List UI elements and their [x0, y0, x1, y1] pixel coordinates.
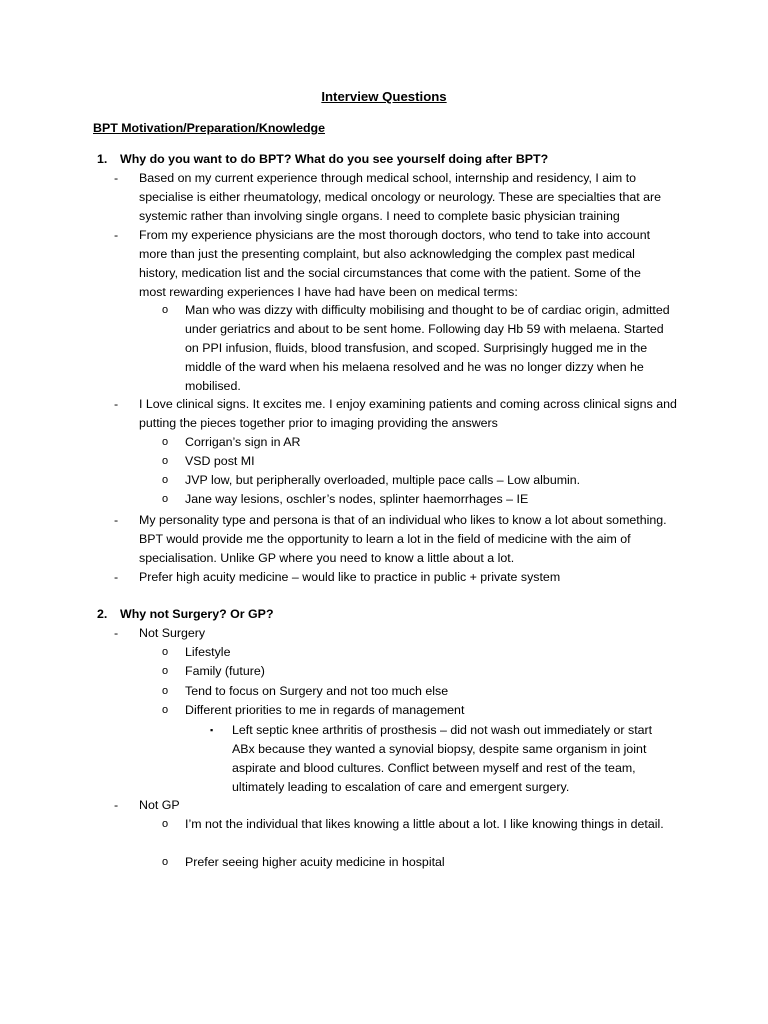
dash-bullet: -: [114, 513, 119, 527]
list-item-text: Not Surgery: [139, 626, 206, 640]
question-number: 2.: [97, 607, 108, 621]
list-item-text: Prefer high acuity medicine – would like to practice in public + private system: [139, 570, 561, 584]
dash-bullet: -: [114, 626, 119, 640]
circle-bullet: o: [162, 856, 169, 868]
dash-bullet: -: [114, 798, 119, 812]
list-item-text: Jane way lesions, oschler’s nodes, splinter haemorrhages – IE: [185, 492, 529, 506]
list-item-text: I Love clinical signs. It excites me. I enjoy examining patients and coming across clinical signs and putting the pieces together prior to imaging providing the answers: [139, 397, 677, 430]
circle-bullet: o: [162, 818, 169, 830]
dash-bullet: -: [114, 171, 119, 185]
list-item-text: JVP low, but peripherally overloaded, multiple pace calls – Low albumin.: [185, 473, 581, 487]
circle-bullet: o: [162, 455, 169, 467]
list-item-text: From my experience physicians are the most thorough doctors, who tend to take into account more than just the presenting complaint, but also acknowledging the complex past medical history, medication list and the social circumstances that come with the patient. Some of the most rewarding experiences I have had have been on medical terms:: [139, 228, 651, 299]
list-item-text: My personality type and persona is that of an individual who likes to know a lot about something. BPT would provide me the opportunity to learn a lot in the field of medicine with the aim of specialisation. Unlike GP where you need to know a little about a lot.: [139, 513, 667, 565]
list-item-text: Not GP: [139, 798, 180, 812]
list-item-text: Corrigan’s sign in AR: [185, 435, 301, 449]
circle-bullet: o: [162, 304, 169, 316]
list-item-text: Prefer seeing higher acuity medicine in hospital: [185, 855, 445, 869]
list-item-text: Lifestyle: [185, 645, 231, 659]
list-item-text: Family (future): [185, 664, 265, 678]
circle-bullet: o: [162, 474, 169, 486]
circle-bullet: o: [162, 436, 169, 448]
list-item-text: VSD post MI: [185, 454, 255, 468]
question-number: 1.: [97, 152, 108, 166]
dash-bullet: -: [114, 397, 119, 411]
list-item-text: Left septic knee arthritis of prosthesis – did not wash out immediately or start ABx because they wanted a synovial biopsy, despite same organism in joint aspirate and blood cultures. Conflict between myself and rest of the team, ultimately leading to escalation of care and emergent surgery.: [232, 723, 653, 794]
section-heading: BPT Motivation/Preparation/Knowledge: [93, 121, 325, 135]
list-item-text: Tend to focus on Surgery and not too much else: [185, 684, 449, 698]
list-item-text: Man who was dizzy with difficulty mobilising and thought to be of cardiac origin, admitted under geriatrics and about to be sent home. Following day Hb 59 with melaena. Started on PPI infusion, fluids, blood transfusion, and scoped. Surprisingly hugged me in the middle of the ward when his melaena resolved and he was no longer dizzy when he mobilised.: [185, 303, 670, 393]
dash-bullet: -: [114, 570, 119, 584]
circle-bullet: o: [162, 685, 169, 697]
list-item-text: Based on my current experience through medical school, internship and residency, I aim to specialise is either rheumatology, medical oncology or neurology. These are specialties that are systemic rather than involving single organs. I need to complete basic physician training: [139, 171, 662, 223]
circle-bullet: o: [162, 704, 169, 716]
dash-bullet: -: [114, 228, 119, 242]
question-text: Why not Surgery? Or GP?: [120, 607, 274, 621]
question-text: Why do you want to do BPT? What do you see yourself doing after BPT?: [120, 152, 549, 166]
circle-bullet: o: [162, 646, 169, 658]
circle-bullet: o: [162, 493, 169, 505]
circle-bullet: o: [162, 665, 169, 677]
list-item-text: I’m not the individual that likes knowing a little about a lot. I like knowing things in detail.: [185, 817, 664, 831]
list-item-text: Different priorities to me in regards of management: [185, 703, 465, 717]
page-title: Interview Questions: [321, 89, 447, 104]
square-bullet: ▪: [210, 725, 214, 735]
